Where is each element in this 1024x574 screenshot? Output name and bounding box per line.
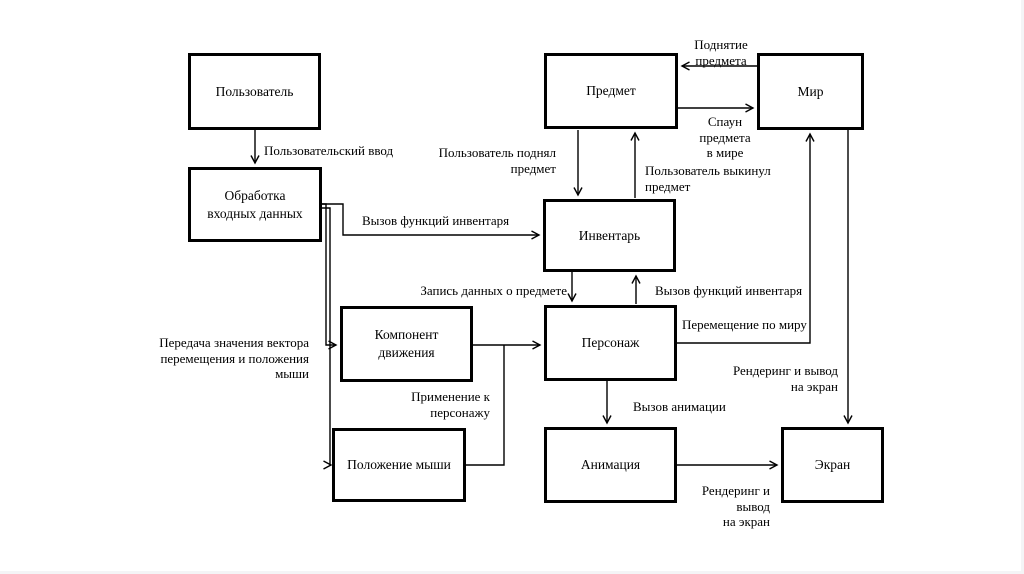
node-mouse-position-label: Положение мыши <box>347 457 451 473</box>
edge-label-inventory-call-from-character: Вызов функций инвентаря <box>655 283 803 298</box>
edge-label-user-picked-item <box>439 145 556 176</box>
edge-label-line: Пользователь поднял <box>438 145 556 160</box>
edge-label-vector-transfer <box>159 335 309 382</box>
edge-label-animation-call: Вызов анимации <box>633 399 726 414</box>
edge-label-line: предмета <box>695 52 747 68</box>
node-item <box>544 53 678 129</box>
node-animation-label: Анимация <box>580 457 641 473</box>
node-screen-label: Экран <box>814 457 851 473</box>
edge-label-line: Передача значения вектора <box>159 335 309 350</box>
node-character <box>544 305 677 381</box>
node-movement-component-label: Компонент движения <box>374 327 439 360</box>
edge-label-user-input: Пользовательский ввод <box>264 143 394 158</box>
edge-label-world-movement: Перемещение по миру <box>682 317 807 332</box>
edge-label-line: предмет <box>510 160 556 176</box>
node-item-label: Предмет <box>586 83 636 99</box>
edge-label-line: перемещения и положения <box>160 350 309 366</box>
edge-label-apply-to-character <box>411 389 490 420</box>
edge-label-inventory-call-from-input: Вызов функций инвентаря <box>362 213 510 228</box>
node-animation <box>544 427 677 503</box>
node-inventory <box>543 199 676 272</box>
edge-label-line: на экран <box>722 514 770 529</box>
node-movement-component <box>340 306 473 382</box>
edge-label-render-output-world <box>733 363 838 394</box>
edge-label-item-spawn <box>685 114 765 161</box>
edge-label-line: мыши <box>275 366 309 381</box>
node-world-label: Мир <box>797 83 824 99</box>
edge-input-processing-to-movement-component <box>322 204 336 345</box>
edge-label-line: Поднятие <box>694 37 748 52</box>
edge-label-line: в мире <box>706 145 744 160</box>
node-input-processing-label: Обработка входных данных <box>207 187 303 221</box>
edge-label-line: предмет <box>645 178 691 194</box>
node-screen <box>781 427 884 503</box>
edge-label-line: Рендеринг и <box>701 483 770 498</box>
node-mouse-position <box>332 428 466 502</box>
edge-label-line: вывод <box>736 498 770 514</box>
edge-label-line: на экран <box>790 378 838 394</box>
node-user-label: Пользователь <box>215 83 294 99</box>
edge-label-line: Спаун <box>707 114 743 129</box>
edge-label-user-threw-item <box>645 163 771 194</box>
edge-label-item-pickup <box>681 37 761 68</box>
edge-label-line: персонажу <box>430 404 490 420</box>
edge-label-line: Рендеринг и вывод <box>732 363 838 378</box>
node-input-processing <box>188 167 322 242</box>
edge-label-write-item-data: Запись данных о предмете <box>420 283 567 298</box>
edge-label-line: Пользователь выкинул <box>645 163 771 178</box>
node-inventory-label: Инвентарь <box>578 227 641 243</box>
edge-label-line: предмета <box>699 129 751 145</box>
edge-label-line: Применение к <box>411 389 490 404</box>
node-user <box>188 53 321 130</box>
node-world <box>757 53 864 130</box>
node-character-label: Персонаж <box>581 335 640 351</box>
edge-label-render-output-animation <box>702 483 770 530</box>
